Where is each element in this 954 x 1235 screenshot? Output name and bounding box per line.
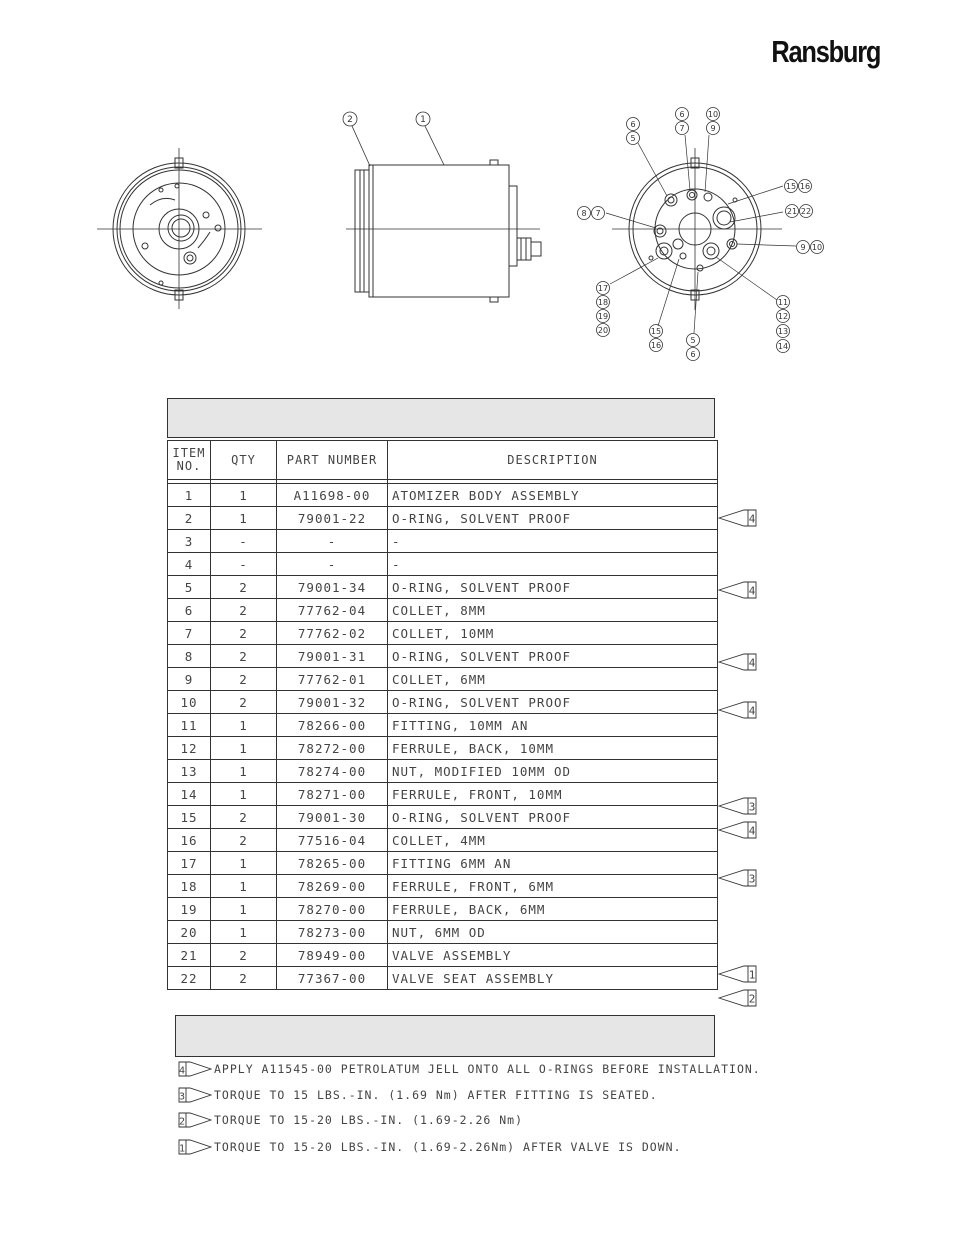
svg-text:15: 15 (650, 327, 662, 336)
table-row (168, 967, 718, 990)
cell-part-number: 79001-31 (277, 645, 388, 668)
cell-part-number: 78269-00 (277, 875, 388, 898)
cell-description: COLLET, 10MM (388, 622, 718, 645)
cell-description: COLLET, 8MM (388, 599, 718, 622)
note-flag-icon (178, 1087, 212, 1103)
svg-text:6: 6 (679, 110, 685, 119)
cell-item-no: 15 (168, 806, 211, 829)
cell-description: FITTING, 10MM AN (388, 714, 718, 737)
cell-description: - (388, 553, 718, 576)
svg-text:3: 3 (748, 872, 756, 886)
svg-text:10: 10 (707, 110, 719, 119)
cell-qty: 2 (211, 599, 277, 622)
svg-text:5: 5 (690, 336, 696, 345)
table-row (168, 852, 718, 875)
cell-item-no: 2 (168, 507, 211, 530)
cell-qty: 1 (211, 484, 277, 507)
cell-part-number: 78266-00 (277, 714, 388, 737)
cell-qty: 2 (211, 967, 277, 990)
note-flag-3 (718, 797, 758, 815)
cell-qty: 2 (211, 944, 277, 967)
cell-part-number: 78271-00 (277, 783, 388, 806)
cell-item-no: 7 (168, 622, 211, 645)
table-row (168, 668, 718, 691)
cell-qty: 2 (211, 806, 277, 829)
cell-qty: 2 (211, 576, 277, 599)
svg-text:2: 2 (178, 1116, 187, 1128)
table-row (168, 829, 718, 852)
cell-item-no: 10 (168, 691, 211, 714)
cell-qty: 2 (211, 829, 277, 852)
svg-text:4: 4 (748, 656, 756, 670)
cell-description: O-RING, SOLVENT PROOF (388, 806, 718, 829)
cell-description: FITTING 6MM AN (388, 852, 718, 875)
cell-description: O-RING, SOLVENT PROOF (388, 507, 718, 530)
svg-text:5: 5 (630, 134, 636, 143)
cell-qty: 1 (211, 875, 277, 898)
cell-item-no: 18 (168, 875, 211, 898)
svg-text:2: 2 (748, 992, 756, 1006)
cell-item-no: 17 (168, 852, 211, 875)
table-row (168, 576, 718, 599)
cell-item-no: 14 (168, 783, 211, 806)
table-row (168, 553, 718, 576)
svg-text:21: 21 (786, 207, 798, 216)
svg-text:1: 1 (178, 1143, 187, 1155)
cell-description: NUT, MODIFIED 10MM OD (388, 760, 718, 783)
table-row (168, 645, 718, 668)
svg-text:17: 17 (597, 284, 609, 293)
table-row (168, 737, 718, 760)
cell-qty: 2 (211, 622, 277, 645)
svg-text:9: 9 (710, 124, 716, 133)
cell-part-number: 77762-01 (277, 668, 388, 691)
balloon-1-side: 1 (420, 115, 426, 125)
cell-qty: 1 (211, 714, 277, 737)
table-row (168, 760, 718, 783)
cell-part-number: 78272-00 (277, 737, 388, 760)
table-row (168, 921, 718, 944)
cell-item-no: 13 (168, 760, 211, 783)
table-row (168, 622, 718, 645)
note-flag-1 (718, 965, 758, 983)
note-flag-2 (718, 989, 758, 1007)
svg-text:4: 4 (748, 584, 756, 598)
note-flag-4 (718, 653, 758, 671)
cell-part-number: - (277, 553, 388, 576)
note-flag-icon (178, 1139, 212, 1155)
cell-description: O-RING, SOLVENT PROOF (388, 645, 718, 668)
cell-description: NUT, 6MM OD (388, 921, 718, 944)
svg-text:8: 8 (581, 209, 587, 218)
cell-qty: 2 (211, 691, 277, 714)
cell-qty: 2 (211, 645, 277, 668)
note-text: TORQUE TO 15 LBS.-IN. (1.69 Nm) AFTER FITTING IS SEATED. (214, 1088, 658, 1102)
cell-item-no: 11 (168, 714, 211, 737)
rear-view (606, 135, 796, 333)
svg-text:4: 4 (748, 824, 756, 838)
cell-qty: 2 (211, 668, 277, 691)
cell-description: FERRULE, FRONT, 10MM (388, 783, 718, 806)
svg-text:3: 3 (178, 1091, 187, 1103)
cell-description: COLLET, 4MM (388, 829, 718, 852)
cell-part-number: 78949-00 (277, 944, 388, 967)
svg-text:6: 6 (630, 120, 636, 129)
note-flag-icon (178, 1112, 212, 1128)
cell-qty: 1 (211, 921, 277, 944)
note-flag-4 (718, 701, 758, 719)
cell-description: ATOMIZER BODY ASSEMBLY (388, 484, 718, 507)
cell-description: FERRULE, FRONT, 6MM (388, 875, 718, 898)
cell-part-number: 77516-04 (277, 829, 388, 852)
cell-part-number: 79001-30 (277, 806, 388, 829)
cell-qty: 1 (211, 507, 277, 530)
svg-text:16: 16 (650, 341, 662, 350)
svg-text:19: 19 (597, 312, 609, 321)
cell-item-no: 9 (168, 668, 211, 691)
cell-item-no: 20 (168, 921, 211, 944)
svg-text:20: 20 (597, 326, 609, 335)
notes-title-bar (175, 1015, 715, 1057)
svg-text:18: 18 (597, 298, 609, 307)
cell-qty: 1 (211, 898, 277, 921)
cell-part-number: 79001-22 (277, 507, 388, 530)
cell-item-no: 3 (168, 530, 211, 553)
header-description: DESCRIPTION (388, 441, 718, 480)
note-flag-4 (718, 581, 758, 599)
cell-part-number: 78270-00 (277, 898, 388, 921)
table-header-row (168, 441, 718, 480)
cell-part-number: 77762-02 (277, 622, 388, 645)
cell-description: O-RING, SOLVENT PROOF (388, 691, 718, 714)
cell-part-number: - (277, 530, 388, 553)
svg-text:16: 16 (799, 182, 811, 191)
table-row (168, 714, 718, 737)
header-part-number: PART NUMBER (277, 441, 388, 480)
table-body (168, 480, 718, 990)
svg-text:22: 22 (800, 207, 812, 216)
cell-item-no: 6 (168, 599, 211, 622)
cell-qty: 1 (211, 852, 277, 875)
cell-part-number: 78273-00 (277, 921, 388, 944)
note-flag-4 (718, 509, 758, 527)
cell-item-no: 8 (168, 645, 211, 668)
cell-item-no: 4 (168, 553, 211, 576)
cell-description: FERRULE, BACK, 10MM (388, 737, 718, 760)
cell-description: VALVE SEAT ASSEMBLY (388, 967, 718, 990)
svg-text:10: 10 (811, 243, 823, 252)
rear-view-balloons (578, 108, 824, 361)
cell-qty: - (211, 530, 277, 553)
assembly-drawings (0, 0, 954, 390)
header-item-no: ITEM NO. (168, 441, 211, 480)
svg-text:9: 9 (800, 243, 806, 252)
table-row (168, 806, 718, 829)
svg-text:7: 7 (595, 209, 601, 218)
cell-qty: 1 (211, 783, 277, 806)
cell-part-number: 79001-32 (277, 691, 388, 714)
side-view-balloons (343, 112, 430, 126)
svg-text:4: 4 (748, 512, 756, 526)
svg-text:4: 4 (748, 704, 756, 718)
parts-list-table (167, 440, 718, 990)
cell-description: FERRULE, BACK, 6MM (388, 898, 718, 921)
cell-part-number: 77762-04 (277, 599, 388, 622)
svg-text:4: 4 (178, 1065, 187, 1077)
side-view (346, 126, 541, 302)
cell-qty: - (211, 553, 277, 576)
balloon-2-side: 2 (347, 115, 353, 125)
svg-text:7: 7 (679, 124, 685, 133)
cell-item-no: 1 (168, 484, 211, 507)
note-text: TORQUE TO 15-20 LBS.-IN. (1.69-2.26Nm) AFTER VALVE IS DOWN. (214, 1140, 682, 1154)
svg-text:6: 6 (690, 350, 696, 359)
table-row (168, 783, 718, 806)
note-flag-icon (178, 1061, 212, 1077)
table-row (168, 484, 718, 507)
note-flag-3 (718, 869, 758, 887)
svg-text:14: 14 (777, 342, 789, 351)
table-row (168, 898, 718, 921)
cell-item-no: 22 (168, 967, 211, 990)
table-row (168, 944, 718, 967)
table-row (168, 875, 718, 898)
note-text: APPLY A11545-00 PETROLATUM JELL ONTO ALL O-RINGS BEFORE INSTALLATION. (214, 1062, 761, 1076)
cell-item-no: 12 (168, 737, 211, 760)
front-view (97, 148, 262, 309)
svg-text:1: 1 (748, 968, 756, 982)
cell-part-number: 79001-34 (277, 576, 388, 599)
svg-text:3: 3 (748, 800, 756, 814)
cell-part-number: 77367-00 (277, 967, 388, 990)
cell-item-no: 16 (168, 829, 211, 852)
cell-part-number: A11698-00 (277, 484, 388, 507)
svg-text:12: 12 (777, 312, 789, 321)
note-text: TORQUE TO 15-20 LBS.-IN. (1.69-2.26 Nm) (214, 1113, 524, 1127)
note-flag-4 (718, 821, 758, 839)
svg-text:13: 13 (777, 327, 789, 336)
table-row (168, 507, 718, 530)
cell-description: COLLET, 6MM (388, 668, 718, 691)
cell-part-number: 78265-00 (277, 852, 388, 875)
cell-qty: 1 (211, 760, 277, 783)
table-row (168, 530, 718, 553)
header-qty: QTY (211, 441, 277, 480)
cell-description: - (388, 530, 718, 553)
table-row (168, 691, 718, 714)
table-row (168, 599, 718, 622)
cell-item-no: 5 (168, 576, 211, 599)
svg-text:15: 15 (785, 182, 797, 191)
cell-description: VALVE ASSEMBLY (388, 944, 718, 967)
svg-text:11: 11 (777, 298, 789, 307)
cell-part-number: 78274-00 (277, 760, 388, 783)
brand-logo-text: Ransburg (771, 34, 881, 69)
cell-qty: 1 (211, 737, 277, 760)
cell-item-no: 21 (168, 944, 211, 967)
cell-description: O-RING, SOLVENT PROOF (388, 576, 718, 599)
cell-item-no: 19 (168, 898, 211, 921)
parts-list-title-bar (167, 398, 715, 438)
